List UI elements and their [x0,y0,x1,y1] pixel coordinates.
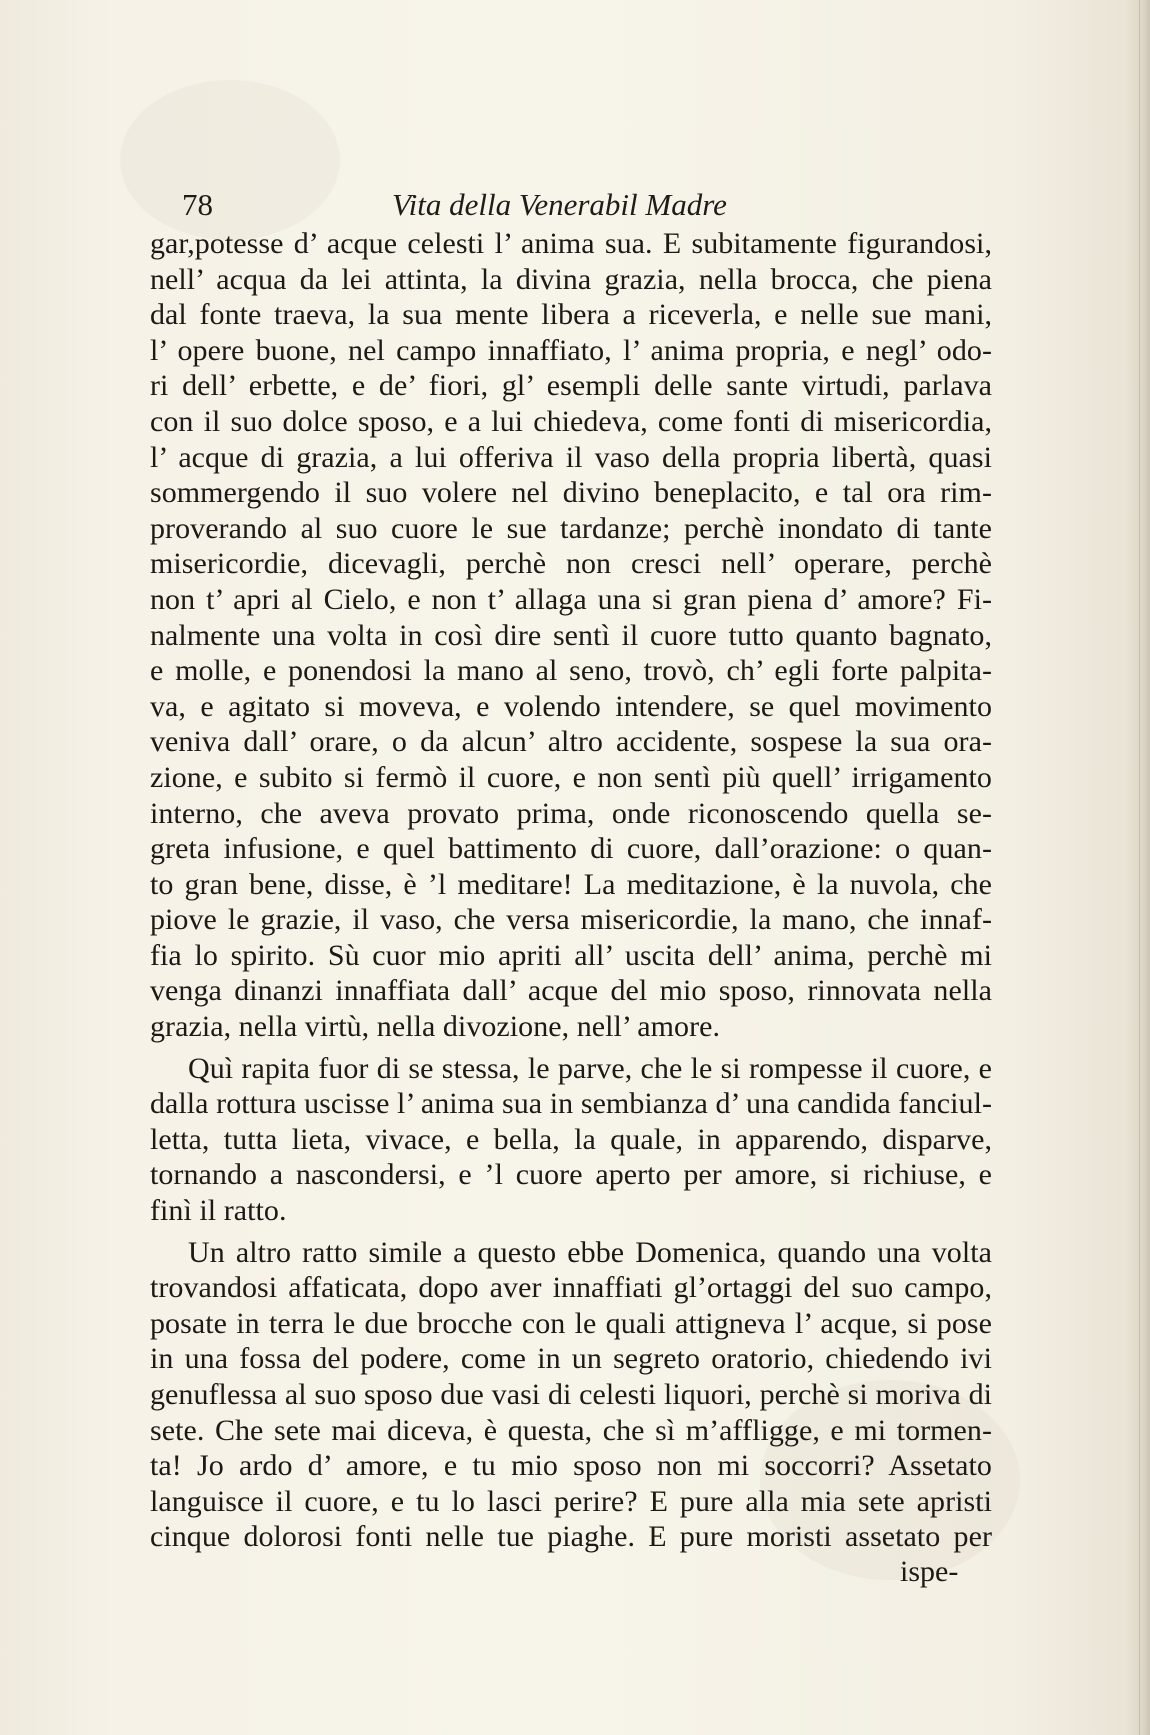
text-line: sete. Che sete mai diceva, è questa, che sì m’affligge, e mi tormen- [150,1413,992,1447]
running-title: Vita della Venerabil Madre [392,187,727,222]
text-line: piove le grazie, il vaso, che versa misericordie, la mano, che innaf- [150,903,992,937]
paragraph-start-line: Un altro ratto simile a questo ebbe Domenica, quando una volta [188,1235,992,1269]
text-line: veniva dall’ orare, o da alcun’ altro accidente, sospese la sua ora- [150,725,992,759]
text-line: l’ opere buone, nel campo innaffiato, l’ anima propria, e negl’ odo- [150,333,992,367]
text-line: nell’ acqua da lei attinta, la divina grazia, nella brocca, che piena [150,262,992,296]
text-line: sommergendo il suo volere nel divino beneplacito, e tal ora rim- [150,476,992,510]
text-line: zione, e subito si fermò il cuore, e non sentì più quell’ irrigamento [150,760,992,794]
text-line: nalmente una volta in così dire sentì il cuore tutto quanto bagnato, [150,618,992,652]
text-line: gar,potesse d’ acque celesti l’ anima sua. E subitamente figurandosi, [150,227,992,260]
text-line: to gran bene, disse, è ’l meditare! La meditazione, è la nuvola, che [150,867,992,901]
text-line: genuflessa al suo sposo due vasi di celesti liquori, perchè si moriva di [150,1378,992,1411]
text-line: fia lo spirito. Sù cuor mio apriti all’ uscita dell’ anima, perchè mi [150,938,992,972]
text-line: ta! Jo ardo d’ amore, e tu mio sposo non mi soccorri? Assetato [150,1449,992,1483]
catchword: ispe- [900,1555,959,1588]
page-edge-line [1139,0,1140,1735]
text-line: letta, tutta lieta, vivace, e bella, la quale, in apparendo, disparve, [150,1122,992,1156]
text-line: misericordie, dicevagli, perchè non cresci nell’ operare, perchè [150,547,992,581]
text-line: grazia, nella virtù, nella divozione, nell’ amore. [150,1010,721,1044]
text-line: con il suo dolce sposo, e a lui chiedeva, come fonti di misericordia, [150,404,992,438]
text-line: ri dell’ erbette, e de’ fiori, gl’ esempli delle sante virtudi, parlava [150,369,992,403]
text-line: va, e agitato si moveva, e volendo intendere, se quel movimento [150,689,992,723]
text-line: posate in terra le due brocche con le quali attigneva l’ acque, si pose [150,1306,992,1340]
page-edge-shadow [1126,0,1150,1735]
paragraph-start-line: Quì rapita fuor di se stessa, le parve, che le si rompesse il cuore, e [188,1051,992,1085]
page-number: 78 [182,187,213,222]
text-line: finì il ratto. [150,1194,287,1228]
text-line: interno, che aveva provato prima, onde riconoscendo quella se- [150,796,992,830]
text-line: trovandosi affaticata, dopo aver innaffiati gl’ortaggi del suo campo, [150,1271,992,1305]
text-line: in una fossa del podere, come in un segreto oratorio, chiedendo ivi [150,1342,992,1376]
text-line: l’ acque di grazia, a lui offeriva il vaso della propria libertà, quasi [150,440,992,474]
text-line: dal fonte traeva, la sua mente libera a riceverla, e nelle sue mani, [150,298,992,332]
text-line: greta infusione, e quel battimento di cuore, dall’orazione: o quan- [150,832,992,866]
body-text [150,226,992,1555]
running-head [182,186,762,226]
text-line: non t’ apri al Cielo, e non t’ allaga una si gran piena d’ amore? Fi- [150,582,992,616]
text-line: dalla rottura uscisse l’ anima sua in sembianza d’ una candida fanciul- [150,1087,992,1121]
text-line: languisce il cuore, e tu lo lasci perire? E pure alla mia sete apristi [150,1484,992,1518]
text-line: proverando al suo cuore le sue tardanze; perchè inondato di tante [150,511,992,545]
text-line: e molle, e ponendosi la mano al seno, trovò, ch’ egli forte palpita- [150,654,992,688]
text-line: tornando a nascondersi, e ’l cuore aperto per amore, si richiuse, e [150,1158,992,1192]
text-line: cinque dolorosi fonti nelle tue piaghe. E pure moristi assetato per [150,1520,992,1554]
text-line: venga dinanzi innaffiata dall’ acque del mio sposo, rinnovata nella [150,974,992,1008]
